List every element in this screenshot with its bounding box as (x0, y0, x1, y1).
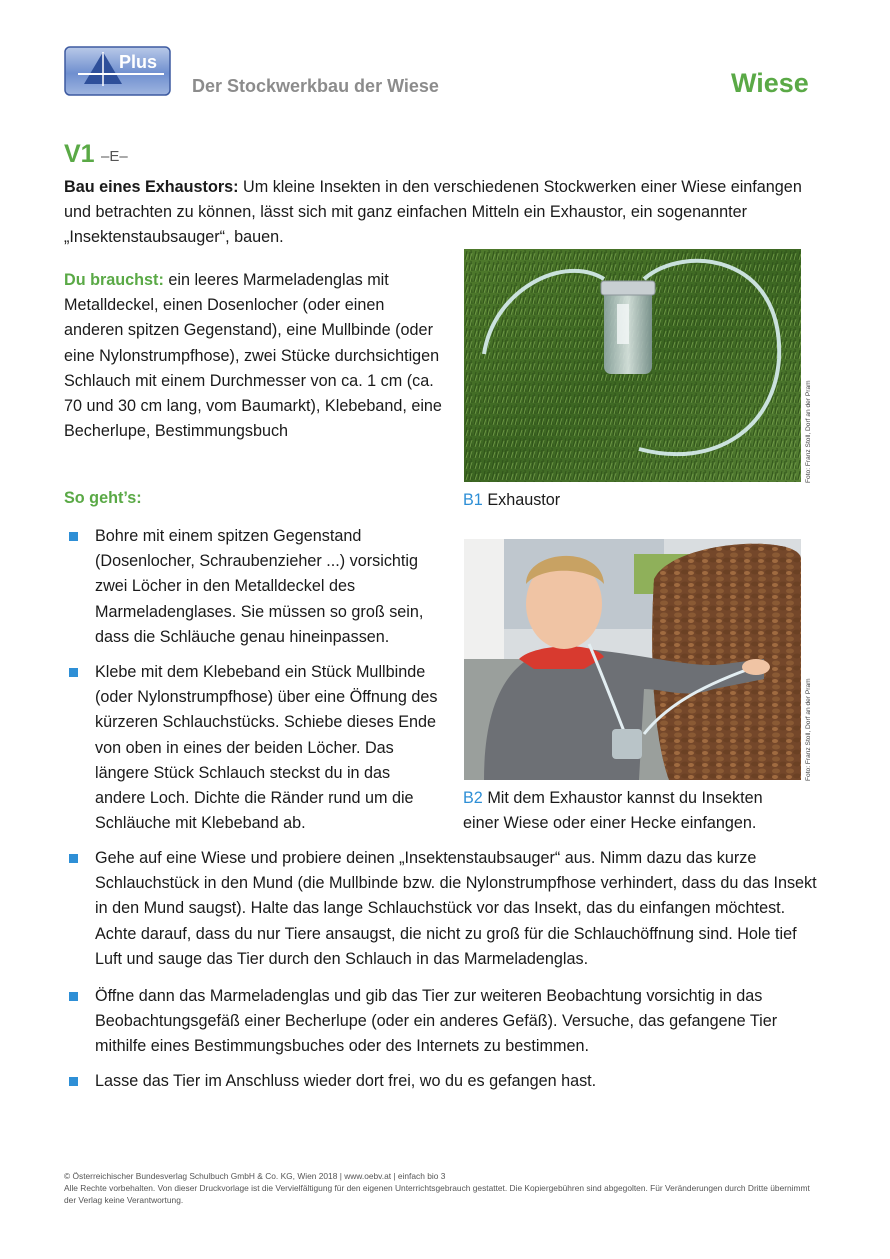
page-subtitle: Der Stockwerkbau der Wiese (192, 76, 439, 96)
figure-caption (463, 488, 803, 513)
step-1: Bohre mit einem spitzen Gegenstand (Dosenlocher, Schraubenzieher ...) vorsichtig zwei Löcher in den Metalldeckel des Marmeladenglases. Sie müssen so groß sein, dass die Schläuche genau hineinpassen. (95, 527, 424, 646)
step-3: Gehe auf eine Wiese und probiere deinen „Insektenstaubsauger“ aus. Nimm dazu das kurze Schlauchstück in den Mund (die Mullbinde bzw. die Nylonstrumpfhose verhindert, dass du das Insekt in den Mund saugst). Halte das lange Schlauchstück vor das Insekt, das du einfangen möchtest. Achte darauf, dass du nur Tiere ansaugst, die nicht zu groß für die Schlauchöffnung sind. Hole tief Luft und sauge das Tier durch den Schlauch in das Marmeladenglas. (95, 849, 817, 968)
howto-heading: So geht’s: (64, 489, 142, 507)
exercise-level: –E– (101, 148, 128, 165)
figure-caption (463, 786, 803, 836)
bullet-marker (69, 854, 78, 863)
caption-text: Exhaustor (487, 491, 561, 509)
intro-paragraph (64, 175, 824, 251)
plus-logo (64, 46, 171, 96)
caption-text: Mit dem Exhaustor kannst du Insekten einer Wiese oder einer Hecke einfangen. (463, 789, 763, 833)
step-4: Öffne dann das Marmeladenglas und gib das Tier zur weiteren Beobachtung vorsichtig in das Beobachtungsgefäß einer Becherlupe (oder ein anderes Gefäß). Versuche, das gefangene Tier mithilfe eines Bestimmungsbuches oder des Internets zu bestimmen. (95, 987, 778, 1056)
intro-text: Um kleine Insekten in den verschiedenen Stockwerken einer Wiese einfangen und betrachten zu können, lässt sich mit ganz einfachen Mitteln ein Exhaustor, ein sogenannter „Insektenstaubsauger“, bauen. (64, 178, 802, 247)
footer (64, 1170, 824, 1207)
topic-title: Wiese (731, 68, 809, 98)
bullet-marker (69, 1077, 78, 1086)
footer-rights: Alle Rechte vorbehalten. Von dieser Druckvorlage ist die Vervielfältigung für den eigenen Unterrichtsgebrauch gestattet. Die Kopiergebühren sind abgegolten. Für Veränderungen durch Dritte übernimmt der Verlag keine Verantwortung. (64, 1183, 810, 1206)
materials-text: ein leeres Marmeladenglas mit Metalldeckel, einen Dosenlocher (oder einen anderen spitzen Gegenstand), eine Mullbinde (oder eine Nylonstrumpfhose), zwei Stücke durchsichtigen Schlauch mit einem Durchmesser von ca. 1 cm (ca. 70 und 30 cm lang, vom Baumarkt), Klebeband, eine Becherlupe, Bestimmungsbuch (64, 271, 442, 441)
materials-paragraph (64, 268, 444, 444)
materials-heading: Du brauchst: (64, 271, 164, 289)
step-2: Klebe mit dem Klebeband ein Stück Mullbinde (oder Nylonstrumpfhose) über eine Öffnung des kürzeren Schlauchstücks. Schiebe dieses Ende von oben in eines der beiden Löcher. Das längere Stück Schlauch steckst du in das andere Loch. Dichte die Ränder rund um die Schläuche mit Klebeband ab. (95, 663, 438, 833)
photo-credit: Foto: Franz Stoll, Dorf an der Pram (805, 678, 812, 781)
bullet-marker (69, 532, 78, 541)
bullet-marker (69, 668, 78, 677)
bullet-marker (69, 992, 78, 1001)
footer-copyright: © Österreichischer Bundesverlag Schulbuch GmbH & Co. KG, Wien 2018 | www.oebv.at | einfach bio 3 (64, 1171, 446, 1181)
boy-photo (464, 539, 801, 780)
intro-heading: Bau eines Exhaustors: (64, 178, 239, 196)
photo-credit: Foto: Franz Stoll, Dorf an der Pram (805, 380, 812, 483)
figure-label: B2 (463, 789, 483, 807)
logo-text: Plus (119, 52, 158, 72)
exercise-number: V1 (64, 140, 95, 168)
exhaustor-photo (464, 249, 801, 482)
step-5: Lasse das Tier im Anschluss wieder dort frei, wo du es gefangen hast. (95, 1072, 597, 1090)
figure-label: B1 (463, 491, 483, 509)
